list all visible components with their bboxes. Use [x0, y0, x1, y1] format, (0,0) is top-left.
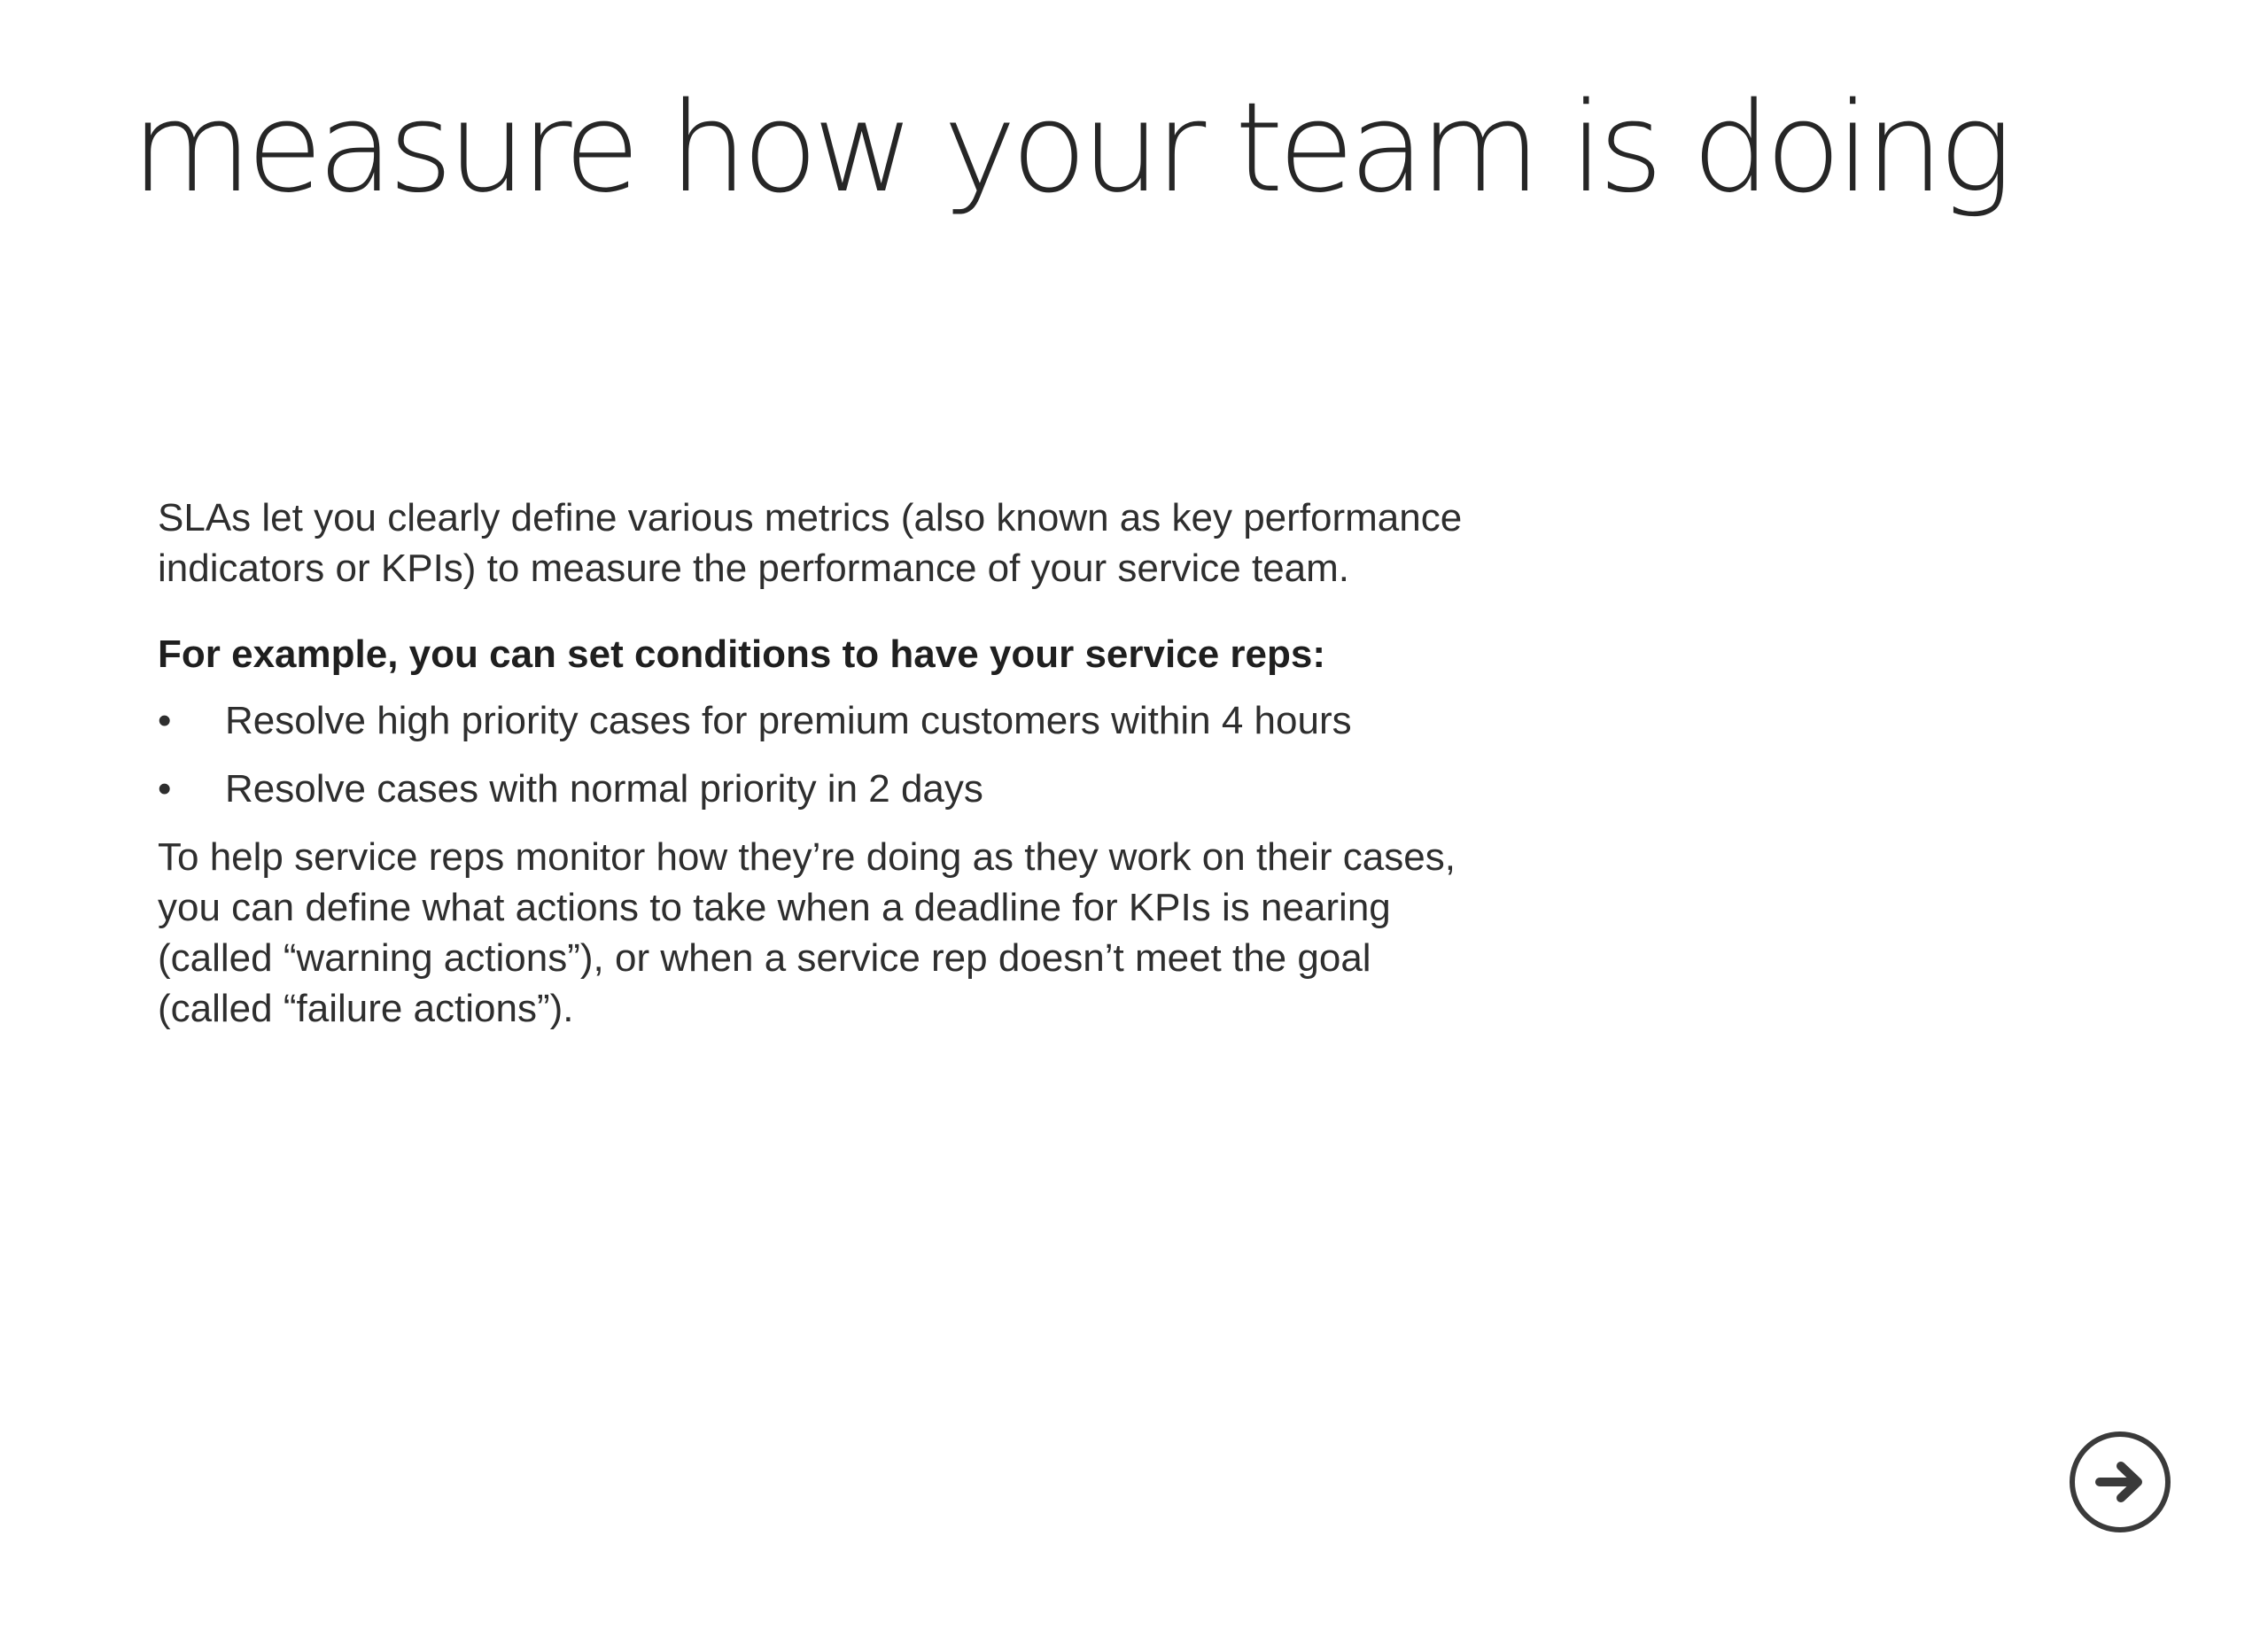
- closing-paragraph: To help service reps monitor how they’re doing as they work on their cases, you can define what actions to take when a deadline for KPIs is nearing (called “warning actions”), or when a service rep doesn’t meet the goal (called “failure actions”).: [158, 835, 1456, 1030]
- list-item: [158, 695, 1469, 746]
- slide-content: [158, 493, 1469, 1034]
- bullet-icon: •: [158, 699, 172, 742]
- next-button[interactable]: [2070, 1431, 2171, 1532]
- intro-paragraph: SLAs let you clearly define various metrics (also known as key performance indicators or KPIs) to measure the performance of your service team.: [158, 496, 1463, 590]
- example-list: [158, 695, 1469, 814]
- list-item-text: Resolve cases with normal priority in 2 days: [225, 767, 983, 811]
- arrow-right-circle-icon: [2089, 1451, 2151, 1513]
- example-heading: For example, you can set conditions to have your service reps:: [158, 632, 1325, 676]
- bullet-icon: •: [158, 767, 172, 811]
- list-item-text: Resolve high priority cases for premium customers within 4 hours: [225, 699, 1352, 742]
- list-item: [158, 764, 1469, 814]
- page-title: measure how your team is doing: [131, 76, 2008, 221]
